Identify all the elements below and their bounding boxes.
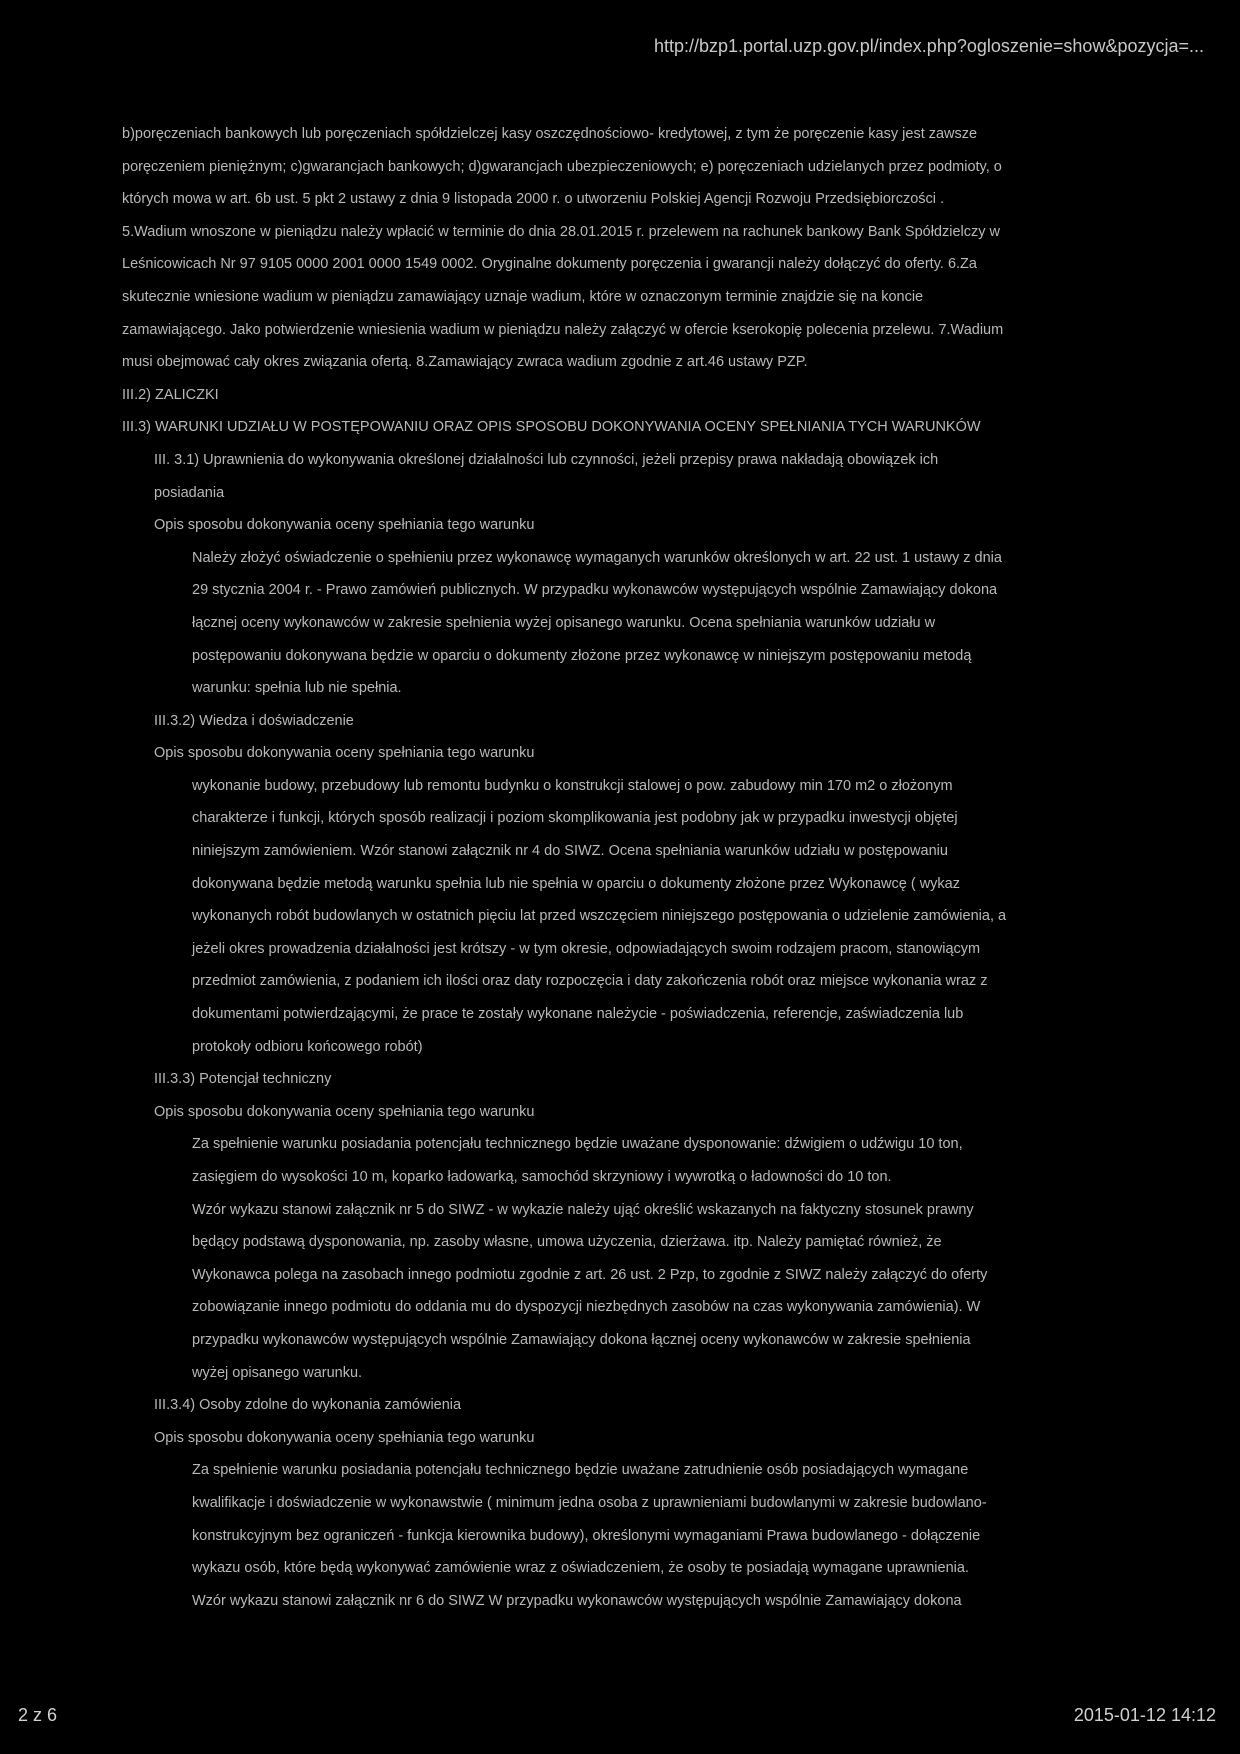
text-line: konstrukcyjnym bez ograniczeń - funkcja kierownika budowy), określonymi wymaganiami Prawa budowlanego - dołączenie xyxy=(192,1527,981,1544)
text-line: III.3.3) Potencjał techniczny xyxy=(154,1071,332,1088)
text-line: protokoły odbioru końcowego robót) xyxy=(192,1038,423,1055)
text-line: charakterze i funkcji, których sposób realizacji i poziom skomplikowania jest podobny jak w przypadku inwestycji objętej xyxy=(192,810,958,827)
text-line: łącznej oceny wykonawców w zakresie spełnienia wyżej opisanego warunku. Ocena spełniania warunków udziału w xyxy=(192,614,936,631)
text-line: Opis sposobu dokonywania oceny spełniania tego warunku xyxy=(154,1429,535,1446)
text-line: Za spełnienie warunku posiadania potencjału technicznego będzie uważane dysponowanie: dźwigiem o udźwigu 10 ton, xyxy=(192,1136,963,1153)
text-line: Wzór wykazu stanowi załącznik nr 6 do SIWZ W przypadku wykonawców występujących wspólnie Zamawiający dokona xyxy=(192,1592,962,1609)
text-line: Opis sposobu dokonywania oceny spełniania tego warunku xyxy=(154,1103,535,1120)
text-line: 29 stycznia 2004 r. - Prawo zamówień publicznych. W przypadku wykonawców występujących wspólnie Zamawiający dokona xyxy=(192,582,998,599)
text-line: przypadku wykonawców występujących wspólnie Zamawiający dokona łącznej oceny wykonawców w zakresie spełnienia xyxy=(192,1331,971,1348)
text-line: III.3.2) Wiedza i doświadczenie xyxy=(154,712,354,729)
text-line: poręczeniem pieniężnym; c)gwarancjach bankowych; d)gwarancjach ubezpieczeniowych; e) poręczeniach udzielanych przez podmioty, o xyxy=(122,158,1002,175)
text-line: wykonanych robót budowlanych w ostatnich pięciu lat przed wszczęciem niniejszego postępowania o udzielenie zamówienia, a xyxy=(192,908,1007,925)
text-line: postępowaniu dokonywana będzie w oparciu o dokumenty złożone przez wykonawcę w niniejszym postępowaniu metodą xyxy=(192,647,972,664)
text-line: Opis sposobu dokonywania oceny spełniania tego warunku xyxy=(154,745,535,762)
text-line: niniejszym zamówieniem. Wzór stanowi załącznik nr 4 do SIWZ. Ocena spełniania warunków udziału w postępowaniu xyxy=(192,843,948,860)
text-line: Wykonawca polega na zasobach innego podmiotu zgodnie z art. 26 ust. 2 Pzp, to zgodnie z SIWZ należy załączyć do oferty xyxy=(192,1266,988,1283)
text-line: III.3.4) Osoby zdolne do wykonania zamówienia xyxy=(154,1397,462,1414)
text-line: Opis sposobu dokonywania oceny spełniania tego warunku xyxy=(154,517,535,534)
print-datetime: 2015-01-12 14:12 xyxy=(1073,1705,1216,1725)
text-line: Za spełnienie warunku posiadania potencjału technicznego będzie uważane zatrudnienie osób posiadających wymagane xyxy=(192,1462,969,1479)
document-body xyxy=(122,118,1122,1617)
text-line: dokumentami potwierdzającymi, że prace te zostały wykonane należycie - poświadczenia, referencje, zaświadczenia lub xyxy=(192,1006,964,1023)
text-line: kwalifikacje i doświadczenie w wykonawstwie ( minimum jedna osoba z uprawnieniami budowlanymi w zakresie budowlano- xyxy=(192,1494,987,1511)
text-line: III.2) ZALICZKI xyxy=(122,386,219,403)
text-line: zobowiązanie innego podmiotu do oddania mu do dyspozycji niezbędnych zasobów na czas wykonywania zamówienia). W xyxy=(192,1299,981,1316)
text-line: jeżeli okres prowadzenia działalności jest krótszy - w tym okresie, odpowiadających swoim rodzajem pracom, stanowiącym xyxy=(192,940,981,957)
text-line: III. 3.1) Uprawnienia do wykonywania określonej działalności lub czynności, jeżeli przepisy prawa nakładają obowiązek ich xyxy=(154,451,939,468)
text-line: których mowa w art. 6b ust. 5 pkt 2 ustawy z dnia 9 listopada 2000 r. o utworzeniu Polskiej Agencji Rozwoju Przedsiębiorczości . xyxy=(122,191,945,208)
text-line: skutecznie wniesione wadium w pieniądzu zamawiający uznaje wadium, które w oznaczonym terminie znajdzie się na koncie xyxy=(122,288,924,305)
text-line: dokonywana będzie metodą warunku spełnia lub nie spełnia w oparciu o dokumenty złożone przez Wykonawcę ( wykaz xyxy=(192,875,960,892)
text-line: Należy złożyć oświadczenie o spełnieniu przez wykonawcę wymaganych warunków określonych w art. 22 ust. 1 ustawy z dnia xyxy=(192,549,1002,566)
text-line: 5.Wadium wnoszone w pieniądzu należy wpłacić w terminie do dnia 28.01.2015 r. przelewem na rachunek bankowy Bank Spółdzielczy w xyxy=(122,223,1000,240)
text-line: zasięgiem do wysokości 10 m, koparko ładowarką, samochód skrzyniowy i wywrotką o ładowności do 10 ton. xyxy=(192,1169,892,1185)
text-line: będący podstawą dysponowania, np. zasoby własne, umowa użyczenia, dzierżawa. itp. Należy pamiętać również, że xyxy=(192,1234,942,1251)
text-line: wyżej opisanego warunku. xyxy=(192,1364,363,1381)
text-line: wykonanie budowy, przebudowy lub remontu budynku o konstrukcji stalowej o pow. zabudowy min 170 m2 o złożonym xyxy=(192,777,953,794)
text-line: III.3) WARUNKI UDZIAŁU W POSTĘPOWANIU ORAZ OPIS SPOSOBU DOKONYWANIA OCENY SPEŁNIANIA TYCH WARUNKÓW xyxy=(122,419,981,436)
text-line: Leśnicowicach Nr 97 9105 0000 2001 0000 1549 0002. Oryginalne dokumenty poręczenia i gwarancji należy dołączyć do oferty. 6.Za xyxy=(122,256,977,273)
text-line: posiadania xyxy=(154,484,225,501)
text-line: b)poręczeniach bankowych lub poręczeniach spółdzielczej kasy oszczędnościowo- kredytowej, z tym że poręczenie kasy jest zawsze xyxy=(122,126,978,142)
text-line: warunku: spełnia lub nie spełnia. xyxy=(192,680,402,697)
text-line: wykazu osób, które będą wykonywać zamówienie wraz z oświadczeniem, że osoby te posiadają wymagane uprawnienia. xyxy=(192,1560,969,1577)
text-line: zamawiającego. Jako potwierdzenie wniesienia wadium w pieniądzu należy załączyć w ofercie kserokopię polecenia przelewu. 7.Wadium xyxy=(122,321,1004,338)
page-url: http://bzp1.portal.uzp.gov.pl/index.php?ogloszenie=show&pozycja=... xyxy=(653,36,1204,56)
text-line: musi obejmować cały okres związania ofertą. 8.Zamawiający zwraca wadium zgodnie z art.46 ustawy PZP. xyxy=(122,354,808,371)
page-number: 2 z 6 xyxy=(18,1705,58,1725)
text-line: przedmiot zamówienia, z podaniem ich ilości oraz daty rozpoczęcia i daty zakończenia robót oraz miejsce wykonania wraz z xyxy=(192,973,988,990)
text-line: Wzór wykazu stanowi załącznik nr 5 do SIWZ - w wykazie należy ująć określić wskazanych na faktyczny stosunek prawny xyxy=(192,1201,974,1218)
